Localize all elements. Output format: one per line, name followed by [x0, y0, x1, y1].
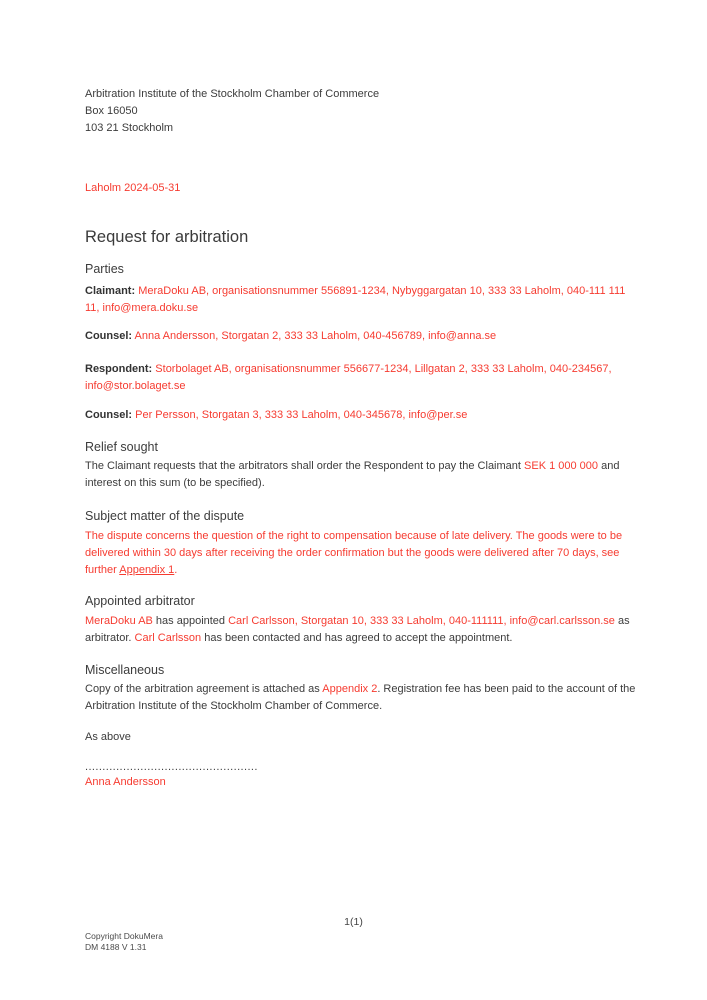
section-heading-appointed-arbitrator: Appointed arbitrator — [85, 594, 195, 608]
document-version: DM 4188 V 1.31 — [85, 942, 147, 952]
relief-paragraph — [85, 458, 637, 492]
counsel-label: Counsel: — [85, 409, 133, 421]
arbitrator-claimant-name: MeraDoku AB — [85, 615, 153, 627]
subject-text: The dispute concerns the question of the right to compensation because of late delivery. The goods were to be delivered within 30 days after receiving the order confirmation but the goods were delivered after 70 days, see further — [85, 530, 623, 576]
claimant-paragraph — [85, 283, 637, 317]
signatory-name: Anna Andersson — [85, 776, 166, 788]
respondent-counsel-details: Per Persson, Storgatan 3, 333 33 Laholm, 040-345678, info@per.se — [135, 409, 468, 421]
arbitrator-details: Carl Carlsson, Storgatan 10, 333 33 Laholm, 040-111111, info@carl.carlsson.se — [228, 615, 615, 627]
copyright-line: Copyright DokuMera — [85, 931, 163, 941]
relief-amount: SEK 1 000 000 — [524, 460, 599, 472]
page-number: 1(1) — [344, 916, 363, 928]
misc-text-before: Copy of the arbitration agreement is attached as — [85, 683, 323, 695]
respondent-details: Storbolaget AB, organisationsnummer 556677-1234, Lillgatan 2, 333 33 Laholm, 040-234567, info@stor.bolaget.se — [85, 363, 612, 392]
section-heading-miscellaneous: Miscellaneous — [85, 663, 165, 677]
signature-line: .................................................. — [85, 761, 258, 773]
relief-text-before: The Claimant requests that the arbitrators shall order the Respondent to pay the Claimant — [85, 460, 525, 472]
closing-phrase: As above — [85, 731, 131, 743]
section-heading-subject-matter: Subject matter of the dispute — [85, 509, 245, 523]
section-heading-relief-sought: Relief sought — [85, 440, 158, 454]
claimant-counsel-paragraph — [85, 328, 637, 345]
misc-text-after: . Registration fee has been paid to the account of the Arbitration Institute of the Stockholm Chamber of Commerce. — [85, 683, 636, 712]
claimant-label: Claimant: — [85, 285, 136, 297]
arbitrator-name: Carl Carlsson — [134, 632, 202, 644]
section-heading-parties: Parties — [85, 262, 124, 276]
subject-paragraph — [85, 528, 637, 579]
claimant-counsel-details: Anna Andersson, Storgatan 2, 333 33 Laholm, 040-456789, info@anna.se — [134, 330, 497, 342]
counsel-label: Counsel: — [85, 330, 133, 342]
recipient-line: Box 16050 — [85, 105, 138, 117]
respondent-label: Respondent: — [85, 363, 153, 375]
relief-text-after: and interest on this sum (to be specified). — [85, 460, 620, 489]
footer-copyright-block — [85, 931, 163, 953]
respondent-paragraph — [85, 361, 637, 395]
document-content — [85, 86, 637, 791]
page-title: Request for arbitration — [85, 228, 249, 246]
signature-block — [85, 761, 637, 791]
recipient-address-block — [85, 86, 637, 137]
recipient-line: Arbitration Institute of the Stockholm Chamber of Commerce — [85, 88, 380, 100]
arbitrator-text-3: has been contacted and has agreed to accept the appointment. — [201, 632, 513, 644]
place-and-date: Laholm 2024-05-31 — [85, 182, 181, 194]
appendix-2-reference: Appendix 2 — [322, 683, 378, 695]
claimant-details: MeraDoku AB, organisationsnummer 556891-1234, Nybyggargatan 10, 333 33 Laholm, 040-111 111 11, info@mera.doku.se — [85, 285, 626, 314]
miscellaneous-paragraph — [85, 681, 637, 715]
appendix-1-link[interactable]: Appendix 1 — [119, 564, 175, 576]
arbitrator-text-2: as arbitrator. — [85, 615, 630, 644]
arbitrator-paragraph — [85, 613, 637, 647]
respondent-counsel-paragraph — [85, 407, 637, 424]
subject-text-end: . — [174, 564, 178, 576]
arbitrator-text-1: has appointed — [152, 615, 229, 627]
recipient-line: 103 21 Stockholm — [85, 122, 174, 134]
